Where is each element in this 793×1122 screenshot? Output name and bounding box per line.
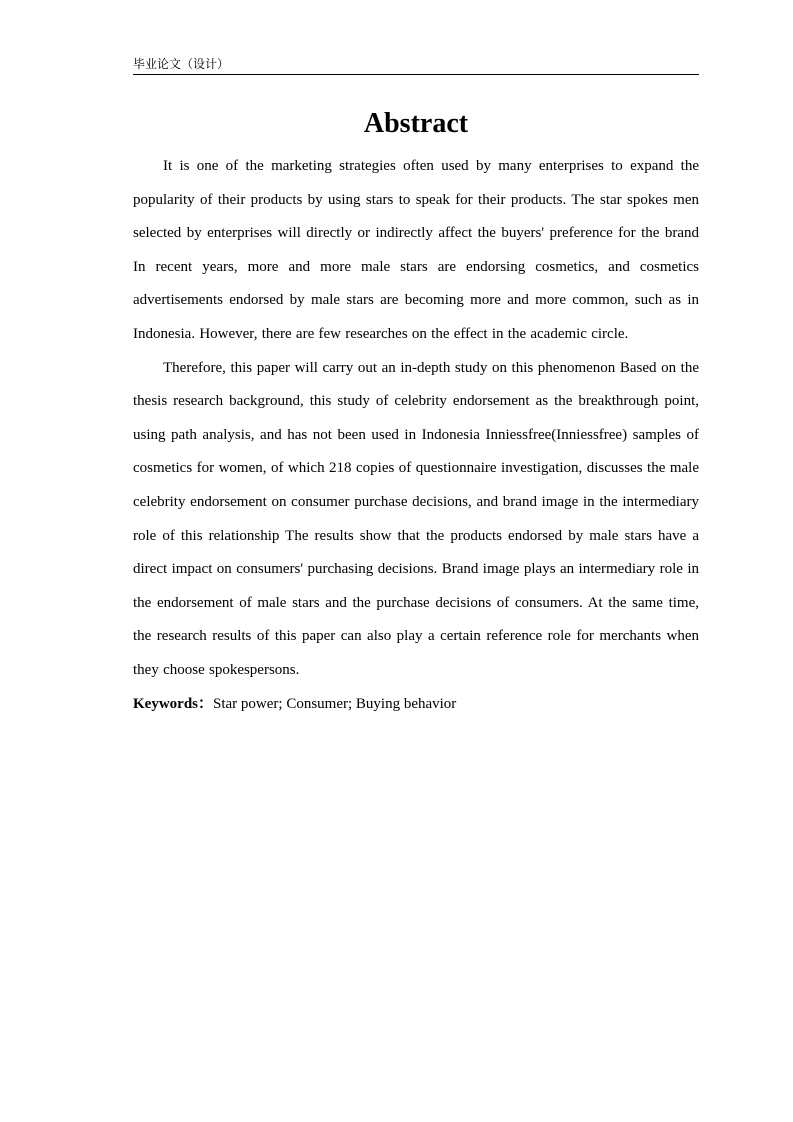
keywords-value: Star power; Consumer; Buying behavior	[213, 695, 457, 712]
running-title: 毕业论文（设计）	[133, 57, 230, 71]
abstract-body	[133, 150, 699, 721]
abstract-paragraph-2: Therefore, this paper will carry out an in-depth study on this phenomenon Based on the thesis research background, this study of celebrity endorsement as the breakthrough point, using path analysis, and has not been used in Indonesia Inniessfree(Inniessfree) samples of cosmetics for women, of which 218 copies of questionnaire investigation, discusses the male celebrity endorsement on consumer purchase decisions, and brand image in the intermediary role of this relationship The results show that the products endorsed by male stars have a direct impact on consumers' purchasing decisions. Brand image plays an intermediary role in the endorsement of male stars and the purchase decisions of consumers. At the same time, the research results of this paper can also play a certain reference role for merchants when they choose spokespersons.	[133, 359, 699, 678]
abstract-title: Abstract	[363, 108, 469, 139]
keywords-line	[133, 688, 699, 722]
abstract-paragraph-1: It is one of the marketing strategies often used by many enterprises to expand the popularity of their products by using stars to speak for their products. The star spokes men selected by enterprises will directly or indirectly affect the buyers' preference for the brand In recent years, more and more male stars are endorsing cosmetics, and cosmetics advertisements endorsed by male stars are becoming more and more common, such as in Indonesia. However, there are few researches on the effect in the academic circle.	[133, 158, 699, 342]
keywords-label: Keywords：	[133, 695, 213, 712]
page-header	[133, 56, 699, 75]
